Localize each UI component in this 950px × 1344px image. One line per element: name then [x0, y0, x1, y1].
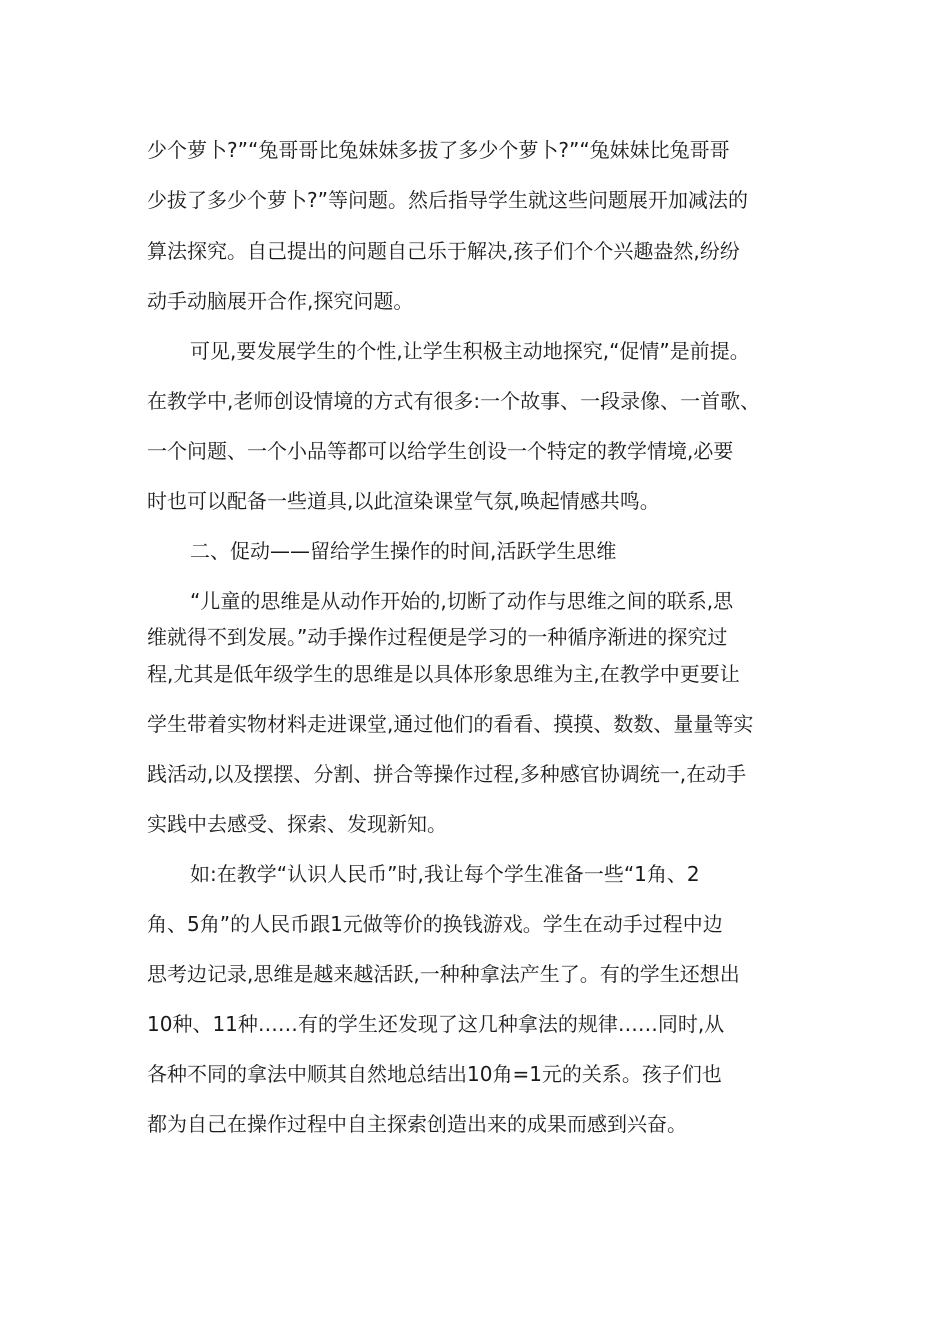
text-line: “儿童的思维是从动作开始的,切断了动作与思维之间的联系,思	[190, 589, 734, 613]
text-line: 在教学中,老师创设情境的方式有很多:一个故事、一段录像、一首歌、	[147, 389, 761, 413]
text-line: 如:在教学“认识人民币”时,我让每个学生准备一些“1角、2	[190, 862, 700, 886]
text-line: 少拔了多少个萝卜?”等问题。然后指导学生就这些问题展开加减法的	[147, 188, 748, 212]
text-line: 都为自己在操作过程中自主探索创造出来的成果而感到兴奋。	[147, 1112, 687, 1136]
text-line: 各种不同的拿法中顺其自然地总结出10角=1元的关系。孩子们也	[147, 1062, 722, 1086]
text-line: 时也可以配备一些道具,以此渲染课堂气氛,唤起情感共鸣。	[147, 489, 660, 513]
text-line: 思考边记录,思维是越来越活跃,一种种拿法产生了。有的学生还想出	[147, 962, 740, 986]
text-line: 动手动脑展开合作,探究问题。	[147, 289, 414, 313]
text-line: 可见,要发展学生的个性,让学生积极主动地探究,“促情”是前提。	[190, 339, 750, 363]
text-line: 程,尤其是低年级学生的思维是以具体形象思维为主,在教学中更要让	[147, 662, 740, 686]
text-line: 一个问题、一个小品等都可以给学生创设一个特定的教学情境,必要	[147, 439, 734, 463]
text-line: 10种、11种……有的学生还发现了这几种拿法的规律……同时,从	[147, 1012, 725, 1036]
text-line: 算法探究。自己提出的问题自己乐于解决,孩子们个个兴趣盎然,纷纷	[147, 239, 740, 263]
text-line: 学生带着实物材料走进课堂,通过他们的看看、摸摸、数数、量量等实	[147, 712, 754, 736]
section-heading: 二、促动——留给学生操作的时间,活跃学生思维	[190, 539, 617, 563]
text-line: 实践中去感受、探索、发现新知。	[147, 812, 447, 836]
text-line: 角、5角”的人民币跟1元做等价的换钱游戏。学生在动手过程中边	[147, 912, 723, 936]
text-line: 少个萝卜?”“兔哥哥比兔妹妹多拔了多少个萝卜?”“兔妹妹比兔哥哥	[147, 138, 730, 162]
text-line: 维就得不到发展。”动手操作过程便是学习的一种循序渐进的探究过	[147, 625, 728, 649]
text-line: 践活动,以及摆摆、分割、拼合等操作过程,多种感官协调统一,在动手	[147, 762, 747, 786]
